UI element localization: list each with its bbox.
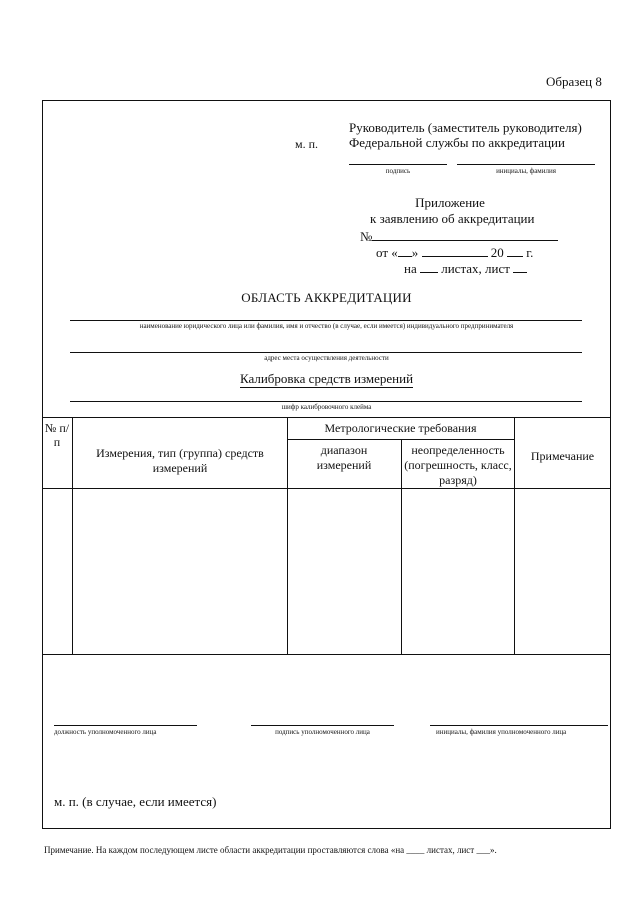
col-note-header: Примечание (530, 449, 595, 463)
date-year: 20 (490, 245, 504, 260)
cipher-caption: шифр калибровочного клейма (281, 403, 372, 411)
date-suffix: г. (526, 245, 534, 260)
initials-line (457, 164, 595, 165)
day-blank (398, 243, 412, 257)
stamp-optional: м. п. (в случае, если имеется) (54, 794, 217, 809)
col-measure-header: Измерения, тип (группа) средств измерений (96, 446, 264, 475)
number-blank (372, 227, 558, 241)
appendix-title: Приложение (415, 195, 485, 210)
col-num-header: № п/п (44, 421, 70, 449)
table-col-line-3 (401, 439, 402, 654)
auth-signature-caption: подпись уполномоченного лица (275, 728, 370, 736)
position-caption: должность уполномоченного лица (54, 728, 157, 736)
sheet-number-blank (513, 259, 527, 273)
footer-note: Примечание. На каждом последующем листе области аккредитации проставляются слова «на ____ листах, лист ___». (44, 845, 497, 855)
stamp-mp: м. п. (295, 137, 319, 151)
table-top-border (42, 417, 611, 418)
auth-initials-caption: инициалы, фамилия уполномоченного лица (436, 728, 567, 736)
head-line1: Руководитель (заместитель руководителя) (349, 120, 582, 135)
month-blank (422, 243, 488, 257)
initials-caption: инициалы, фамилия (496, 167, 556, 175)
col-metro-header: Метрологические требования (324, 421, 477, 435)
year-blank (507, 243, 523, 257)
table-col-line-2 (287, 417, 288, 654)
col-range-header: диапазон измерений (316, 443, 372, 472)
address-line (70, 352, 582, 353)
appendix-number (360, 227, 558, 244)
appendix-sheets (404, 259, 527, 276)
table-header-bottom (42, 488, 611, 489)
auth-initials-line (430, 725, 608, 726)
signature-line (349, 164, 447, 165)
sheets-mid: листах, лист (441, 261, 510, 276)
date-from: от « (376, 245, 398, 260)
table-col-line-1 (72, 417, 73, 654)
appendix-subtitle: к заявлению об аккредитации (370, 211, 535, 226)
name-line (70, 320, 582, 321)
table-bottom-border (42, 654, 611, 655)
auth-signature-line (251, 725, 394, 726)
sheets-count-blank (420, 259, 438, 273)
calibration-title-text: Калибровка средств измерений (239, 371, 414, 386)
date-mid: » (411, 245, 419, 260)
col-uncert-header: неопределенность (погрешность, класс, разряд) (404, 443, 512, 487)
cipher-line (70, 401, 582, 402)
address-caption: адрес места осуществления деятельности (264, 354, 389, 362)
number-prefix: № (360, 229, 373, 244)
calibration-title (42, 371, 611, 386)
position-line (54, 725, 197, 726)
appendix-date (376, 243, 533, 260)
sheets-prefix: на (404, 261, 417, 276)
head-line2: Федеральной службы по аккредитации (349, 135, 565, 150)
name-caption: наименование юридического лица или фамилия, имя и отчество (в случае, если имеется) индивидуального предпринимателя (139, 322, 514, 330)
signature-caption: подпись (385, 167, 411, 175)
sample-label: Образец 8 (546, 74, 602, 89)
main-title: ОБЛАСТЬ АККРЕДИТАЦИИ (241, 290, 412, 305)
